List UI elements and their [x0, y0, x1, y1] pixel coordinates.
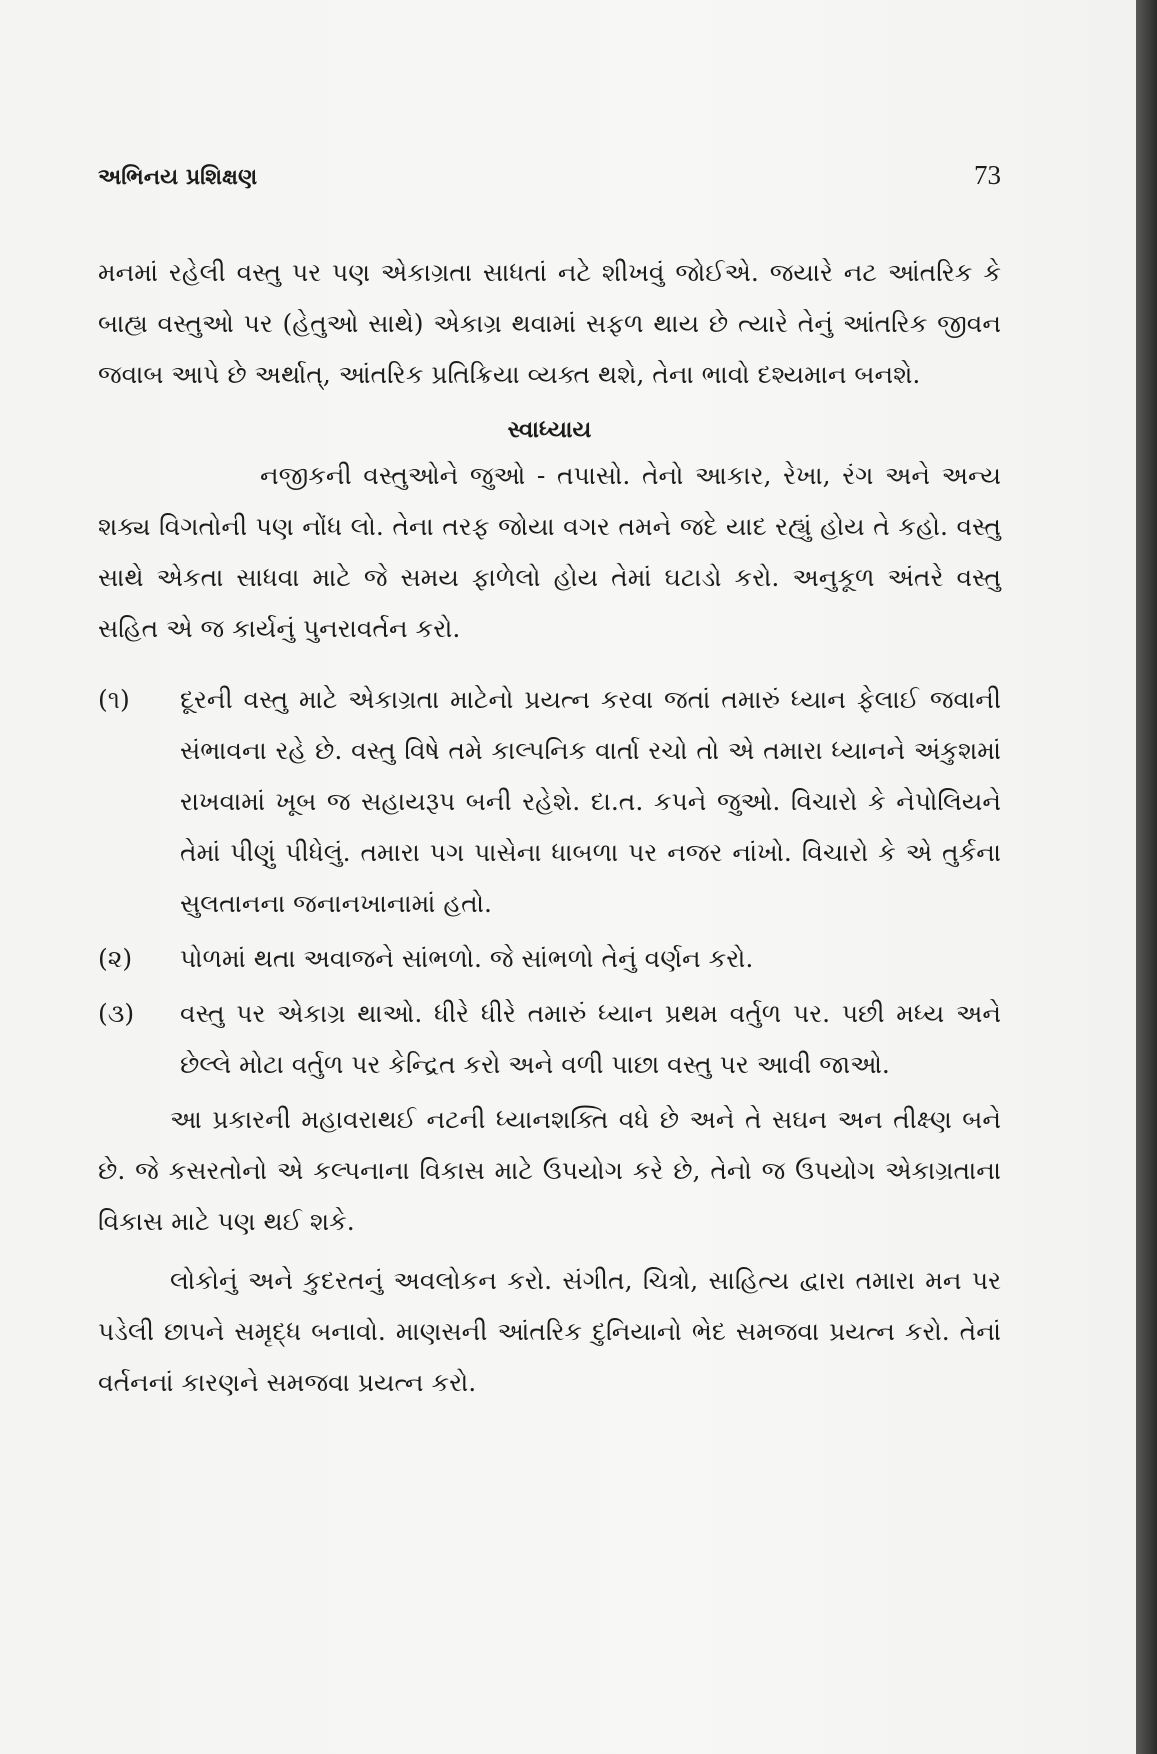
list-marker: (૧) — [98, 685, 130, 714]
list-item — [98, 674, 1001, 929]
list-item — [98, 933, 1001, 984]
list-item-text: પોળમાં થતા અવાજને સાંભળો. જે સાંભળો તેનું વર્ણન કરો. — [180, 944, 754, 973]
page-number: 73 — [974, 160, 1001, 190]
list-marker: (૨) — [98, 944, 133, 973]
paragraph-exercise: નજીકની વસ્તુઓને જુઓ - તપાસો. તેનો આકાર, રેખા, રંગ અને અન્ય શક્ય વિગતોની પણ નોંધ લો. તેના તરફ જોયા વગર તમને જદે યાદ રહ્યું હોય તે કહો. વસ્તુ સાથે એકતા સાધવા માટે જે સમય ફાળેલો હોય તેમાં ઘટાડો કરો. અનુકૂળ અંતરે વસ્તુ સહિત એ જ કાર્યનું પુનરાવર્તન કરો. — [98, 461, 1001, 643]
paragraph-intro: મનમાં રહેલી વસ્તુ પર પણ એકાગ્રતા સાધતાં નટે શીખવું જોઈએ. જયારે નટ આંતરિક કે બાહ્ય વસ્તુઓ પર (હેતુઓ સાથે) એકાગ્ર થવામાં સફળ થાય છે ત્યારે તેનું આંતરિક જીવન જવાબ આપે છે અર્થાત્, આંતરિક પ્રતિક્રિયા વ્યક્ત થશે, તેના ભાવો દશ્યમાન બનશે. — [98, 258, 1001, 389]
list-item-text: દૂરની વસ્તુ માટે એકાગ્રતા માટેનો પ્રયત્ન કરવા જતાં તમારું ધ્યાન ફેલાઈ જવાની સંભાવના રહે છે. વસ્તુ વિષે તમે કાલ્પનિક વાર્તા રચો તો એ તમારા ધ્યાનને અંકુશમાં રાખવામાં ખૂબ જ સહાયરૂપ બની રહેશે. દા.ત. કપને જુઓ. વિચારો કે નેપોલિયને તેમાં પીણું પીધેલું. તમારા પગ પાસેના ધાબળા પર નજર નાંખો. વિચારો કે એ તુર્કના સુલતાનના જનાનખાનામાં હતો. — [180, 685, 1001, 918]
list-item — [98, 988, 1001, 1090]
page-body — [98, 247, 1001, 1408]
running-header — [98, 160, 1001, 191]
section-heading: સ્વાધ્યાય — [507, 417, 592, 443]
exercise-list — [98, 674, 1001, 1090]
paragraph-practice: આ પ્રકારની મહાવરાથઈ નટની ધ્યાનશક્તિ વધે છે અને તે સઘન અન તીક્ષ્ણ બને છે. જે કસરતોનો એ કલ્પનાના વિકાસ માટે ઉપયોગ કરે છે, તેનો જ ઉપયોગ એકાગ્રતાના વિકાસ માટે પણ થઈ શકે. — [98, 1105, 1001, 1236]
running-title: અભિનય પ્રશિક્ષણ — [98, 165, 258, 190]
page-edge-shadow — [1136, 0, 1157, 1754]
list-item-text: વસ્તુ પર એકાગ્ર થાઓ. ધીરે ધીરે તમારું ધ્યાન પ્રથમ વર્તુળ પર. પછી મધ્ય અને છેલ્લે મોટા વર્તુળ પર કેન્દ્રિત કરો અને વળી પાછા વસ્તુ પર આવી જાઓ. — [180, 999, 1001, 1079]
paragraph-observation: લોકોનું અને કુદરતનું અવલોકન કરો. સંગીત, ચિત્રો, સાહિત્ય દ્વારા તમારા મન પર પડેલી છાપને સમૃદ્ધ બનાવો. માણસની આંતરિક દુનિયાનો ભેદ સમજવા પ્રયત્ન કરો. તેનાં વર્તનનાં કારણને સમજવા પ્રયત્ન કરો. — [98, 1266, 1001, 1397]
list-marker: (૩) — [98, 999, 135, 1028]
